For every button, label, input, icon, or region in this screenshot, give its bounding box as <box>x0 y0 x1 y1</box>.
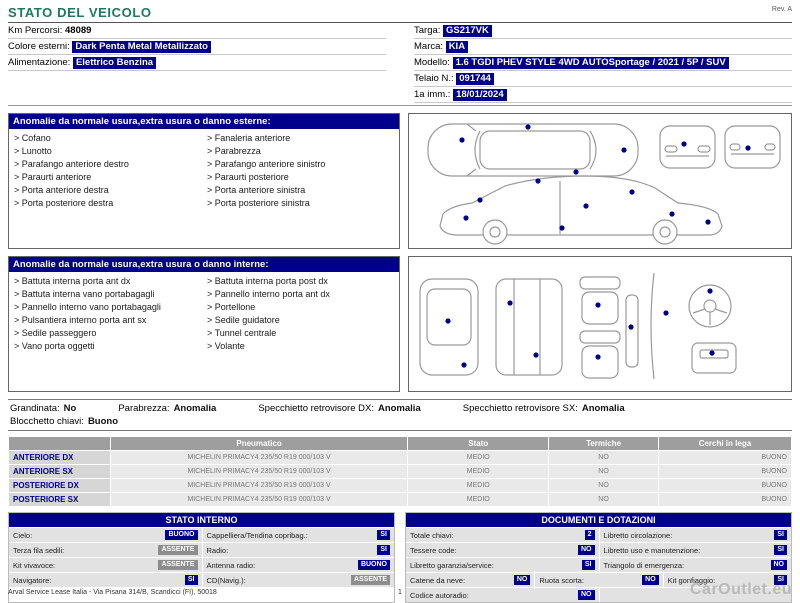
field-value: ASSENTE <box>158 545 197 555</box>
report-footer <box>8 581 792 598</box>
company-address: Arval Service Lease Italia - Via Pisana 314/B, Scandicci (FI), 50018 <box>8 589 217 596</box>
field-pair <box>9 573 202 587</box>
interior-section <box>8 256 792 392</box>
field-label: Kit vivavoce: <box>13 560 56 570</box>
field-value: NO <box>578 590 595 600</box>
anomaly-item: > Pannello interno porta ant dx <box>204 288 397 301</box>
status-pair <box>463 403 625 414</box>
field-label: Modello: <box>414 57 450 68</box>
field-label: Alimentazione: <box>8 57 71 68</box>
anomaly-item: > Battuta interna vano portabagagli <box>11 288 204 301</box>
anomaly-item: > Volante <box>204 340 397 353</box>
field-value: 091744 <box>456 73 494 85</box>
field-value: Buono <box>87 416 119 427</box>
tyre-spec: MICHELIN PRIMACY4 235/50 R19 000/103 V <box>110 493 408 507</box>
field-value: KIA <box>446 41 468 53</box>
anomaly-column <box>11 275 204 353</box>
field-value: Elettrico Benzina <box>73 57 156 69</box>
anomaly-item: > Porta anteriore destra <box>11 184 204 197</box>
tyres-header-pneumatico: Pneumatico <box>110 437 408 451</box>
exterior-anomalies-panel <box>8 113 400 249</box>
tyre-spec: MICHELIN PRIMACY4 235/50 R19 000/103 V <box>110 465 408 479</box>
table-row <box>406 557 791 572</box>
field-value: SI <box>185 575 198 585</box>
interior-car-diagram <box>409 261 791 391</box>
info-row-vin <box>414 71 792 87</box>
field-value: NO <box>578 545 595 555</box>
exterior-anomalies-list <box>9 129 399 216</box>
damage-markers <box>445 288 714 367</box>
field-pair <box>406 528 599 542</box>
field-value: Anomalia <box>581 403 625 414</box>
field-value: 48089 <box>65 25 92 36</box>
tyres-table <box>8 436 792 507</box>
interior-anomalies-title: Anomalie da normale usura,extra usura o danno interne: <box>9 257 399 272</box>
field-value: SI <box>774 530 787 540</box>
field-label: Codice autoradio: <box>410 590 469 600</box>
status-pair <box>10 416 118 427</box>
info-row-fuel <box>8 55 386 71</box>
field-value: GS217VK <box>443 25 492 37</box>
field-label: Totale chiavi: <box>410 530 454 540</box>
field-pair <box>9 528 202 542</box>
revision-label: Rev. A <box>771 6 792 13</box>
info-row-color <box>8 39 386 55</box>
anomaly-item: > Pulsantiera interno porta ant sx <box>11 314 204 327</box>
field-value: SI <box>377 530 390 540</box>
tyre-winter: NO <box>549 451 659 465</box>
anomaly-item: > Portellone <box>204 301 397 314</box>
anomaly-item: > Sedile guidatore <box>204 314 397 327</box>
exterior-diagram-panel <box>408 113 792 249</box>
field-label: Cielo: <box>13 530 33 540</box>
table-row <box>9 572 394 587</box>
field-label: Tessere code: <box>410 545 457 555</box>
field-value: 1.6 TGDI PHEV STYLE 4WD AUTOSportage / 2021 / 5P / SUV <box>453 57 729 69</box>
status-pair <box>118 403 216 414</box>
field-pair <box>9 558 202 572</box>
vehicle-info-left <box>8 23 386 103</box>
field-pair <box>202 558 395 572</box>
info-row-brand <box>414 39 792 55</box>
field-value: No <box>63 403 77 414</box>
tyre-position: POSTERIORE DX <box>9 479 111 493</box>
field-value: 2 <box>585 530 595 540</box>
tyres-header-stato: Stato <box>408 437 549 451</box>
field-label: Grandinata: <box>10 403 60 414</box>
exterior-section <box>8 113 792 249</box>
anomaly-item: > Paraurti posteriore <box>204 171 397 184</box>
field-pair <box>599 528 792 542</box>
field-pair <box>534 573 662 587</box>
field-value: SI <box>774 545 787 555</box>
info-row-km <box>8 23 386 39</box>
field-label: Kit gonfiaggio: <box>667 575 716 585</box>
tyre-state: MEDIO <box>408 479 549 493</box>
field-pair <box>202 573 395 587</box>
field-label: Targa: <box>414 25 441 36</box>
tyre-rim: BUONO <box>658 479 791 493</box>
vehicle-info-right <box>414 23 792 103</box>
tyre-winter: NO <box>549 479 659 493</box>
documenti-title: DOCUMENTI E DOTAZIONI <box>406 513 791 527</box>
anomaly-column <box>204 132 397 210</box>
tyre-rim: BUONO <box>658 465 791 479</box>
damage-markers <box>459 124 750 230</box>
status-pair <box>10 403 76 414</box>
field-value: NO <box>642 575 659 585</box>
anomaly-item: > Vano porta oggetti <box>11 340 204 353</box>
tyre-rim: BUONO <box>658 451 791 465</box>
table-row <box>9 557 394 572</box>
tyre-row <box>9 465 792 479</box>
field-label: Radio: <box>206 545 229 555</box>
field-label: Blocchetto chiavi: <box>10 416 84 427</box>
tyre-winter: NO <box>549 465 659 479</box>
field-value: BUONO <box>358 560 390 570</box>
anomaly-item: > Porta anteriore sinistra <box>204 184 397 197</box>
field-value: 18/01/2024 <box>453 89 507 101</box>
interior-diagram-panel <box>408 256 792 392</box>
field-label: Triangolo di emergenza: <box>603 560 685 570</box>
tyre-position: ANTERIORE SX <box>9 465 111 479</box>
field-value: NO <box>514 575 531 585</box>
anomaly-item: > Parabrezza <box>204 145 397 158</box>
anomaly-item: > Battuta interna porta ant dx <box>11 275 204 288</box>
table-row <box>9 542 394 557</box>
field-label: Ruota scorta: <box>539 575 584 585</box>
tyre-row <box>9 493 792 507</box>
vehicle-info <box>8 23 792 106</box>
field-label: Specchietto retrovisore DX: <box>258 403 374 414</box>
anomaly-item: > Pannello interno vano portabagagli <box>11 301 204 314</box>
interior-anomalies-panel <box>8 256 400 392</box>
info-row-plate <box>414 23 792 39</box>
anomaly-item: > Sedile passeggero <box>11 327 204 340</box>
field-value: ASSENTE <box>351 575 390 585</box>
field-label: 1a imm.: <box>414 89 451 100</box>
interior-anomalies-list <box>9 272 399 359</box>
field-label: Antenna radio: <box>206 560 256 570</box>
exterior-anomalies-title: Anomalie da normale usura,extra usura o danno esterne: <box>9 114 399 129</box>
tyres-header-cerchi: Cerchi in lega <box>658 437 791 451</box>
report-header <box>8 5 792 23</box>
field-label: Navigatore: <box>13 575 52 585</box>
page-title: STATO DEL VEICOLO <box>8 5 152 20</box>
field-label: Libretto uso e manutenzione: <box>603 545 701 555</box>
anomaly-item: > Cofano <box>11 132 204 145</box>
field-label: Catene da neve: <box>410 575 466 585</box>
field-pair <box>202 528 395 542</box>
tyre-state: MEDIO <box>408 465 549 479</box>
tyres-header-row <box>9 437 792 451</box>
field-label: Parabrezza: <box>118 403 170 414</box>
anomaly-item: > Porta posteriore sinistra <box>204 197 397 210</box>
field-label: Km Percorsi: <box>8 25 63 36</box>
stato-interno-title: STATO INTERNO <box>9 513 394 527</box>
car-outline <box>428 124 780 244</box>
tyre-spec: MICHELIN PRIMACY4 235/50 R19 000/103 V <box>110 479 408 493</box>
status-pair <box>258 403 420 414</box>
anomaly-item: > Paraurti anteriore <box>11 171 204 184</box>
field-pair <box>202 543 395 557</box>
field-label: Libretto circolazione: <box>603 530 673 540</box>
anomaly-item: > Porta posteriore destra <box>11 197 204 210</box>
tyre-rim: BUONO <box>658 493 791 507</box>
field-label: Specchietto retrovisore SX: <box>462 403 578 414</box>
exterior-car-diagram <box>409 118 791 248</box>
table-row <box>406 527 791 542</box>
anomaly-item: > Fanaleria anteriore <box>204 132 397 145</box>
field-label: Telaio N.: <box>414 73 454 84</box>
field-pair <box>406 558 599 572</box>
watermark: CarOutlet.eu <box>689 581 792 598</box>
tyres-header-termiche: Termiche <box>549 437 659 451</box>
field-pair <box>599 558 792 572</box>
tyres-header-blank <box>9 437 111 451</box>
field-label: Libretto garanzia/service: <box>410 560 494 570</box>
anomaly-column <box>11 132 204 210</box>
field-label: Cappelliera/Tendina copribag.: <box>206 530 308 540</box>
status-row <box>10 415 790 428</box>
table-row <box>9 527 394 542</box>
field-value: BUONO <box>165 530 197 540</box>
tyre-winter: NO <box>549 493 659 507</box>
field-value: Anomalia <box>377 403 421 414</box>
anomaly-item: > Parafango anteriore sinistro <box>204 158 397 171</box>
tyre-position: ANTERIORE DX <box>9 451 111 465</box>
status-row <box>10 402 790 415</box>
field-value: NO <box>771 560 788 570</box>
field-value: Anomalia <box>173 403 217 414</box>
field-label: Terza fila sedili: <box>13 545 65 555</box>
status-summary <box>8 399 792 431</box>
field-value: SI <box>774 575 787 585</box>
field-pair <box>599 543 792 557</box>
table-row <box>406 542 791 557</box>
info-row-first-reg <box>414 87 792 103</box>
field-label: Marca: <box>414 41 444 52</box>
tyre-row <box>9 479 792 493</box>
anomaly-item: > Battuta interna porta post dx <box>204 275 397 288</box>
field-value: SI <box>582 560 595 570</box>
tyre-state: MEDIO <box>408 451 549 465</box>
field-label: Colore esterni: <box>8 41 70 52</box>
field-pair <box>406 573 534 587</box>
anomaly-column <box>204 275 397 353</box>
info-row-model <box>414 55 792 71</box>
interior-outline <box>420 273 736 379</box>
tyre-row <box>9 451 792 465</box>
field-pair <box>406 543 599 557</box>
tyre-position: POSTERIORE SX <box>9 493 111 507</box>
field-value: SI <box>377 545 390 555</box>
field-label: CD(Navig.): <box>206 575 246 585</box>
tyre-state: MEDIO <box>408 493 549 507</box>
field-value: Dark Penta Metal Metallizzato <box>72 41 211 53</box>
anomaly-item: > Parafango anteriore destro <box>11 158 204 171</box>
tyre-spec: MICHELIN PRIMACY4 235/50 R19 000/103 V <box>110 451 408 465</box>
field-pair <box>9 543 202 557</box>
page-number: 1 <box>398 589 402 596</box>
anomaly-item: > Lunotto <box>11 145 204 158</box>
anomaly-item: > Tunnel centrale <box>204 327 397 340</box>
field-value: ASSENTE <box>158 560 197 570</box>
